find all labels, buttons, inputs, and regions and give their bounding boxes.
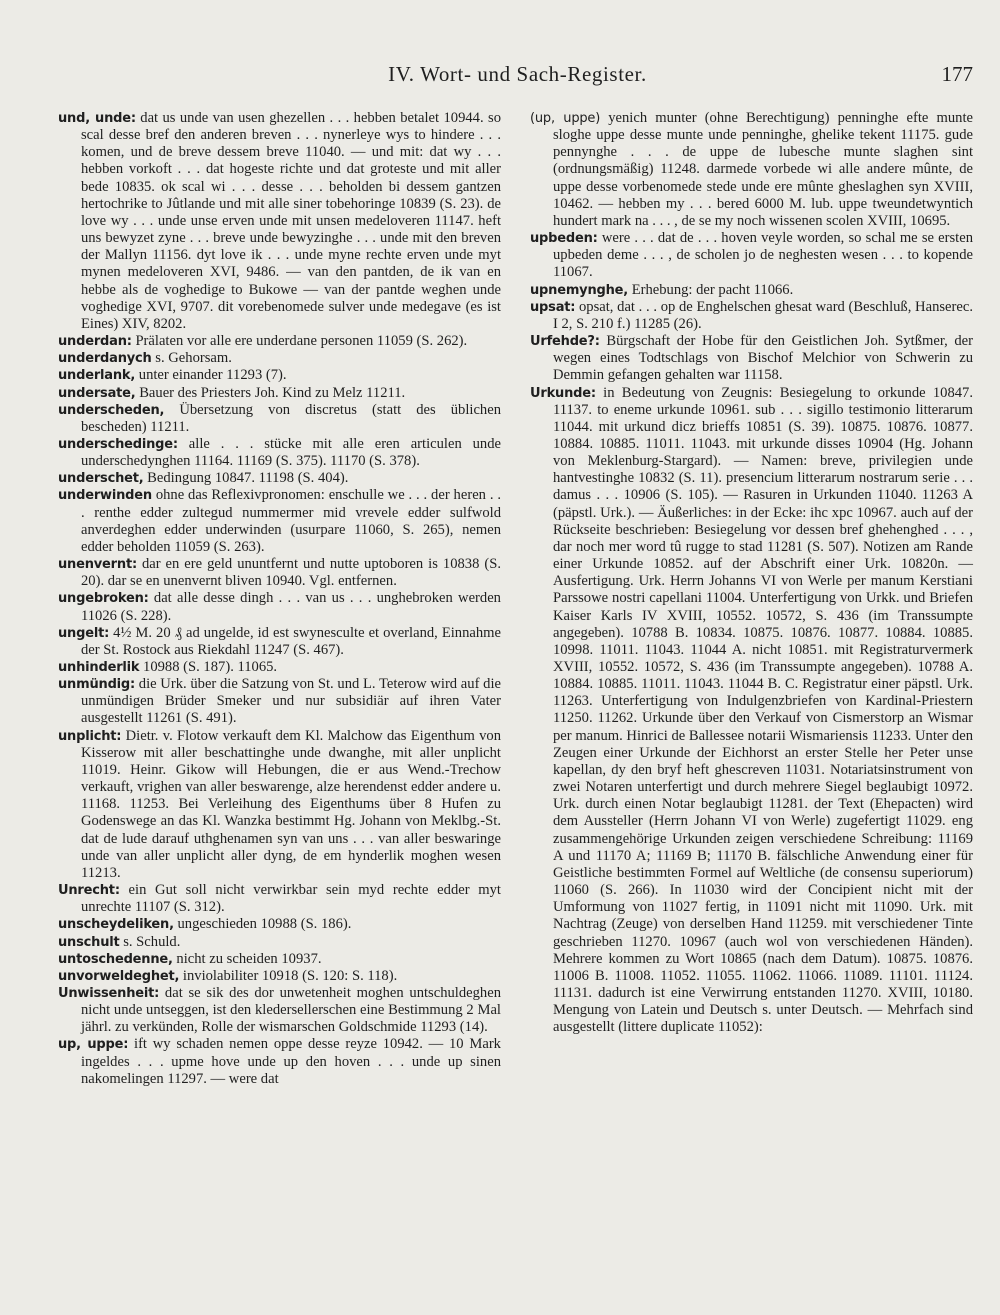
entry-text: Erhebung: der pacht 11066. bbox=[631, 281, 794, 298]
entry-text: ift wy schaden nemen oppe desse reyze 10942. — 10 Mark ingeldes . . . upme hove unde up den hoven . . . unde up sinen nakomelingen 11297. — were dat bbox=[81, 1036, 501, 1087]
entry-text: 10988 (S. 187). 11065. bbox=[143, 659, 278, 675]
entry-headword: Unrecht: bbox=[58, 883, 120, 899]
register-entry bbox=[58, 110, 501, 333]
section-title: IV. Wort- und Sach-Register. bbox=[388, 62, 647, 86]
register-entry bbox=[58, 728, 501, 882]
entry-text: dat alle desse dingh . . . van us . . . unghebroken werden 11026 (S. 228). bbox=[81, 590, 501, 624]
entry-headword: up, uppe: bbox=[58, 1037, 129, 1053]
entry-text: s. Gehorsam. bbox=[155, 350, 232, 367]
register-entry bbox=[58, 350, 501, 367]
entry-headword: undersate, bbox=[58, 385, 136, 401]
entry-headword: underschedinge: bbox=[58, 436, 178, 452]
register-entry bbox=[530, 385, 973, 1037]
right-column bbox=[530, 110, 973, 1036]
entry-text: ohne das Reflexivpronomen: enschulle we . . . der heren . . . renthe edder zultegud nummermer mid vrevele edder sulfwold anverdeghen edder underwinden (usurpare 11060, S. 265), nemen edder beholden 11059 (S. 263). bbox=[81, 487, 501, 555]
entry-text: 4½ M. 20 ₰ ad ungelde, id est swynesculte et overland, Einnahme der St. Rostock aus Riekdahl 11247 (S. 467). bbox=[81, 624, 501, 658]
register-entry bbox=[58, 556, 501, 590]
entry-headword: underdanych bbox=[58, 351, 152, 367]
entry-text: dat us unde van usen ghezellen . . . hebben betalet 10944. so scal desse bref den anderen breven . . . nynerleye wys to hindere . . . komen, und de breve dessem breve 11040. — und mit: dat wy . . . hebben vorkoft . . . dat hogeste richte und dat groteste und mit aller bede 10835. ok scal wi . . . desse . . . beholden bi dessem gantzen hertochrike to Jûtlande und mit alle siner tobehoringe 10839 (S. 23). de love wy . . . unde unse erven unde mit unsen medeloveren 11147. heft uns bewyzet zyne . . . breve unde bewyzinghe . . . unde mit den breven der Mallyn 11156. dyt love ik . . . unde myne rechte erven unde myt mynen medeloveren XVI, 9486. — van den pantden, de ik van en hebbe als de voghedige to Bukowe — van der pantde weghen unde voghedige XVI, 9707. dit vorebenomede sulver unde medegave (es ist Eines) XIV, 8202. bbox=[81, 110, 501, 332]
entry-headword: upnemynghe, bbox=[530, 282, 629, 298]
entry-text: Übersetzung von discretus (statt des üblichen bescheden) 11211. bbox=[81, 401, 501, 435]
entry-text: in Bedeutung von Zeugnis: Besiegelung to orkunde 10847. 11137. to eneme urkunde 10961. sub . . . sigillo testimonio litterarum 11044. mit urkund dicz brieffs 10851 (S. 39). 10875. 10876. 10877. 10884. 10885. 11011. 11043. mit urkunde disses 10904 (Hg. Johann von Meklenburg-Stargard). — Namen: breve, privilegien unde hantvestinghe 10832 (S. 11). presencium litterarum nostrarum serie . . . damus . . . 10906 (S. 105). — Rasuren in Urkunden 11040. 11263 A (päpstl. Urk.). — Äußerliches: in der Ecke: ihc xpc 10967. auch auf der Rückseite beschrieben: Besiegelung vor dessen bref ghehenghed . . . , dar noch mer word tû rugge to stad 11281 (S. 507). Notizen am Rande einer Urkunde 10852. auf der Abschrift einer Urk. 10820n. — Ausfertigung. Urk. Herrn Johanns VI von Werle per manum Kerstiani Parssowe nostri capellani 11004. Unterfertigung von Urkk. und Briefen Kaiser Karls IV XVIII, 10552. 10572, S. 436 (im Transsumpte angegeben). 10788 B. 10834. 10875. 10876. 10877. 10884. 10885. 10998. 11011. 11043. 11044 A. nicht 10851. mit Registraturvermerk XVIII, 10552. 10572, S. 436 (im Transsumpte angegeben). 10788 A. 10884. 10885. 11011. 11043. 11044 B. C. Registratur einer päpstl. Urk. 11263. Unterfertigung von Indulgenzbriefen von Kardinal-Priestern 11250. 11262. Urkunde über den Verkauf von Cismerstorp an Wismar per manum. Hinrici de Ballessee notarii Wismariensis 11233. Unter den Zeugen einer Urkunde der Eichhorst an erster Stelle her Peter unse kapellan, dy den bryf heft ghescreven 11031. Notariatsinstrument von zwei Notaren unterfertigt und durch mehrere Siegel beglaubigt 10972. Urk. durch einen Notar beglaubigt 11281. der Text (Ehepacten) wird dem Aussteller (Herrn Johann VI von Werle) zugefertigt 11029. eng zusammengehörige Urkunden zeigen verschiedene Schreibung: 11169 A und 11170 A; 11169 B; 11170 B. fälschliche Anwendung einer für Geistliche bestimmten Formel auf Weltliche (de consensu superiorum) 11060 (S. 266). In 11030 wird der Concipient nicht mit der Umformung von 11027 fertig, in 11091 nicht mit 11090. Urk. mit Nachtrag (Zeuge) von derselben Hand 11259. mit verschiedener Tinte geschrieben 11270. 10967 (auch wol von verschiedenen Händen). Mehrere kommen zu Wort 10865 (nach dem Datum). 10875. 10876. 11006 B. 11008. 11052. 11055. 11062. 11066. 11089. 11101. 11124. 11131. dadurch ist eine Verwirrung entstanden 11270. XVIII, 10180. Mengung von Latein und Deutsch s. unter Deutsch. — Mehrfach sind ausgestellt (littere duplicate 11052): bbox=[553, 384, 974, 1036]
entry-text: s. Schuld. bbox=[123, 933, 181, 950]
register-entry bbox=[58, 590, 501, 624]
entry-headword: unmündig: bbox=[58, 677, 136, 693]
register-entry bbox=[58, 882, 501, 916]
entry-headword: unschult bbox=[58, 934, 120, 950]
register-entry bbox=[58, 487, 501, 556]
entry-headword: Urkunde: bbox=[530, 385, 596, 401]
entry-headword: underdan: bbox=[58, 334, 132, 350]
register-entry bbox=[58, 1036, 501, 1087]
entry-headword: Unwissenheit: bbox=[58, 985, 160, 1001]
register-entry bbox=[58, 985, 501, 1036]
entry-headword: und, unde: bbox=[58, 111, 136, 126]
entry-headword: unscheydeliken, bbox=[58, 917, 174, 933]
entry-text: were . . . dat de . . . hoven veyle worden, so schal me se ersten upbeden deme . . . , de scholen jo de neghesten wesen . . . to kopende 11067. bbox=[553, 230, 973, 281]
entry-text: die Urk. über die Satzung von St. und L. Teterow wird auf die unmündigen Brüder Smeker und nur subsidiär auf ihren Vater ausgestellt 11261 (S. 491). bbox=[81, 676, 501, 727]
entry-headword: ungebroken: bbox=[58, 591, 149, 607]
register-entry bbox=[58, 436, 501, 470]
register-entry bbox=[530, 333, 973, 384]
entry-headword: underscheden, bbox=[58, 402, 165, 418]
register-entry bbox=[530, 299, 973, 333]
entry-text: inviolabiliter 10918 (S. 120: S. 118). bbox=[182, 967, 398, 984]
register-entry bbox=[58, 676, 501, 727]
entry-text: Prälaten vor alle ere underdane personen 11059 (S. 262). bbox=[135, 333, 468, 350]
entry-headword: Urfehde?: bbox=[530, 334, 600, 350]
entry-text: nicht zu scheiden 10937. bbox=[176, 950, 322, 967]
register-entry bbox=[58, 470, 501, 487]
entry-text: Bedingung 10847. 11198 (S. 404). bbox=[147, 470, 349, 487]
register-entry bbox=[58, 333, 501, 350]
entry-headword: upsat: bbox=[530, 299, 576, 315]
register-entry bbox=[58, 625, 501, 659]
register-entry bbox=[58, 951, 501, 968]
left-column bbox=[58, 110, 501, 1088]
entry-headword: unvorweldeghet, bbox=[58, 968, 180, 984]
entry-headword: ungelt: bbox=[58, 625, 110, 641]
entry-headword: unhinderlik bbox=[58, 660, 140, 675]
entry-text: opsat, dat . . . op de Enghelschen ghesat ward (Beschluß, Hanserec. I 2, S. 210 f.) 11285 (26). bbox=[553, 298, 973, 332]
register-entry bbox=[58, 385, 501, 402]
entry-text: unter einander 11293 (7). bbox=[138, 367, 287, 384]
entry-headword: underlank, bbox=[58, 368, 136, 384]
register-entry bbox=[530, 230, 973, 281]
entry-text: dat se sik des dor unwetenheit moghen untschuldeghen nicht unde untseggen, ist den kledersellerschen eine Bestimmung 2 Mal jährl. zu verkünden, Rolle der wismarschen Goldschmide 11293 (14). bbox=[81, 984, 501, 1036]
register-entry bbox=[58, 367, 501, 384]
entry-text: yenich munter (ohne Berechtigung) penninghe efte munte sloghe uppe desse munte unde penninghe, ghelike tekent 11175. gude pennynghe . . . de uppe de lubesche munte slaghen sint (ordnungsmäßig) 11248. darmede vorbede wi alle andere mûnte, de uppe desse vorbenomede stede unde ere mûnte gheslaghen syn XVIII, 10462. — hebben my . . . bered 6000 M. lub. uppe tweundetwyntich hundert mark na . . . , de se my noch wissenen scolen XVIII, 10695. bbox=[553, 110, 973, 229]
page-number: 177 bbox=[941, 62, 973, 86]
register-entry bbox=[530, 282, 973, 299]
entry-headword: (up, uppe) bbox=[530, 111, 601, 126]
entry-text: Dietr. v. Flotow verkauft dem Kl. Malchow das Eigenthum von Kisserow mit aller beschattinghe unde dwanghe, mit aller unplicht 11019. Heinr. Gikow will Hebungen, die er aus Wend.-Trechow verkauft, vrighen van aller beswarenge, alze herendenst edder andere u. 11168. 11253. Bei Verleihung des Eigenthums über 8 Hufen zu Godenswege an das Kl. Wanzka bestimmt Hg. Johann von Meklbg.-St. dat de lude darauf uthghenamen syn van uns . . . van aller beswaringe unde van aller unplicht aller dyng, de em hynderlik moghen wesen 11213. bbox=[81, 727, 501, 881]
entry-headword: underwinden bbox=[58, 488, 152, 504]
entry-text: Bauer des Priesters Joh. Kind zu Melz 11211. bbox=[139, 384, 406, 401]
register-entry bbox=[58, 402, 501, 436]
register-entry bbox=[58, 916, 501, 933]
entry-text: alle . . . stücke mit alle eren articulen unde underschedynghen 11164. 11169 (S. 375). 11170 (S. 378). bbox=[81, 435, 501, 470]
entry-headword: upbeden: bbox=[530, 231, 598, 247]
register-entry bbox=[530, 110, 973, 230]
register-entry bbox=[58, 659, 501, 676]
entry-headword: unenvernt: bbox=[58, 557, 137, 573]
entry-headword: untoschedenne, bbox=[58, 951, 173, 967]
entry-text: Bürgschaft der Hobe für den Geistlichen Joh. Sytßmer, der wegen eines Todtschlags von Bischof Melchior von Schwerin zu Demmin gefangen gehalten war 11158. bbox=[553, 333, 973, 384]
entry-headword: unplicht: bbox=[58, 728, 122, 744]
register-entry bbox=[58, 934, 501, 951]
entry-text: dar en ere geld ununtfernt und nutte uptoboren is 10838 (S. 20). dar se en unenvernt bliven 10940. Vgl. entfernen. bbox=[81, 556, 501, 590]
register-entry bbox=[58, 968, 501, 985]
running-header bbox=[60, 62, 975, 92]
entry-headword: underschet, bbox=[58, 471, 144, 487]
entry-text: ungeschieden 10988 (S. 186). bbox=[177, 916, 352, 933]
entry-text: ein Gut soll nicht verwirkbar sein myd rechte edder myt unrechte 11107 (S. 312). bbox=[81, 882, 501, 916]
